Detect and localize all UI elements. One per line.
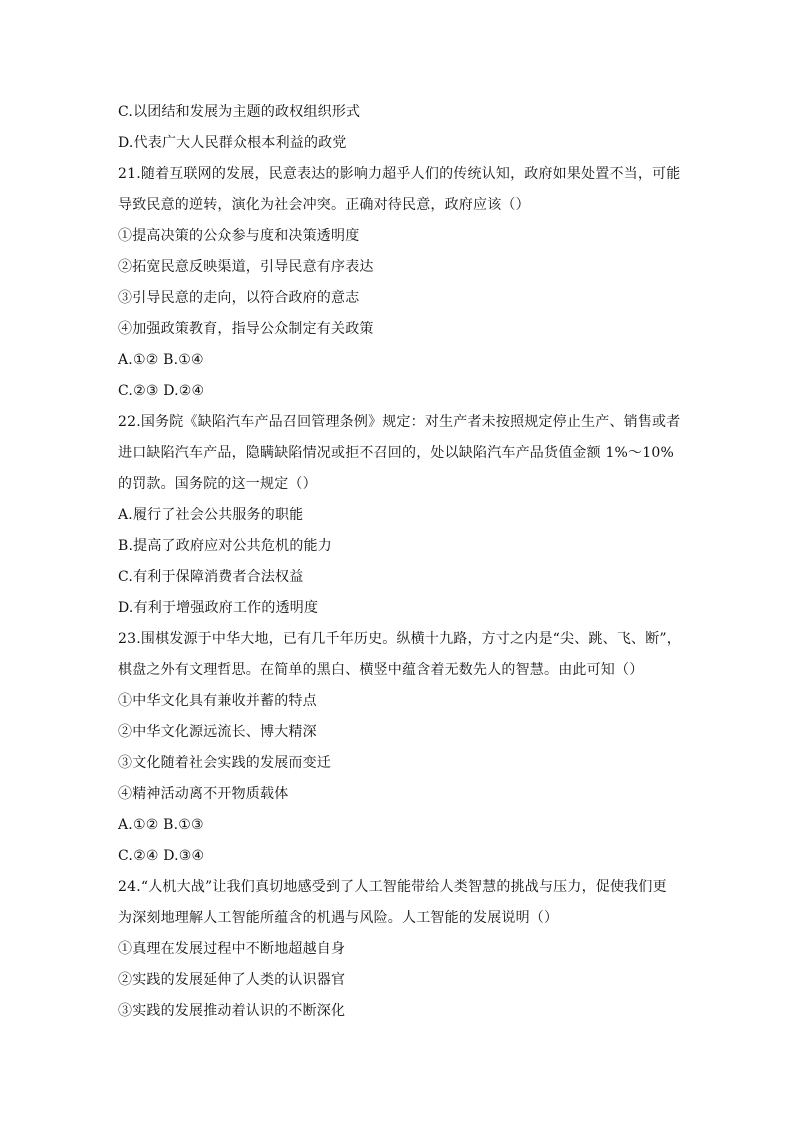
question-22-option-a: A.履行了社会公共服务的职能	[118, 507, 304, 523]
question-24-statement-2: ②实践的发展延伸了人类的认识器官	[118, 972, 346, 988]
question-24-stem-line-1: 24.“人机大战”让我们真切地感受到了人工智能带给人类智慧的挑战与压力，促使我们更	[118, 879, 667, 895]
option-c-text: C.以团结和发展为主题的政权组织形式	[118, 104, 361, 120]
question-23-options-cd: C.②④ D.③④	[118, 848, 205, 864]
question-23-options-ab: A.①② B.①③	[118, 817, 204, 833]
question-21-options-ab: A.①② B.①④	[118, 352, 204, 368]
question-24-statement-3: ③实践的发展推动着认识的不断深化	[118, 1003, 346, 1019]
question-21-statement-4: ④加强政策教育，指导公众制定有关政策	[118, 321, 374, 337]
question-23-stem-line-1: 23.围棋发源于中华大地，已有几千年历史。纵横十九路，方寸之内是“尖、跳、飞、断”，	[118, 631, 681, 647]
question-21-stem-line-1: 21.随着互联网的发展，民意表达的影响力超乎人们的传统认知，政府如果处置不当，可能	[118, 166, 681, 182]
question-24-stem-line-2: 为深刻地理解人工智能所蕴含的机遇与风险。人工智能的发展说明（）	[118, 910, 559, 926]
question-24-statement-1: ①真理在发展过程中不断地超越自身	[118, 941, 346, 957]
question-23-statement-2: ②中华文化源远流长、博大精深	[118, 724, 317, 740]
question-23-stem-line-2: 棋盘之外有文理哲思。在简单的黑白、横竖中蕴含着无数先人的智慧。由此可知（）	[118, 662, 644, 678]
question-22-stem-line-1: 22.国务院《缺陷汽车产品召回管理条例》规定：对生产者未按照规定停止生产、销售或者	[118, 414, 681, 430]
question-21-statement-2: ②拓宽民意反映渠道，引导民意有序表达	[118, 259, 374, 275]
question-21-stem-line-2: 导致民意的逆转，演化为社会冲突。正确对待民意，政府应该（）	[118, 197, 530, 213]
question-22-stem-line-3: 的罚款。国务院的这一规定（）	[118, 476, 317, 492]
question-23-statement-4: ④精神活动离不开物质载体	[118, 786, 289, 802]
question-22-option-b: B.提高了政府应对公共危机的能力	[118, 538, 332, 554]
question-23-statement-1: ①中华文化具有兼收并蓄的特点	[118, 693, 317, 709]
question-22-option-d: D.有利于增强政府工作的透明度	[118, 600, 319, 616]
question-21-options-cd: C.②③ D.②④	[118, 383, 205, 399]
question-22-stem-line-2: 进口缺陷汽车产品，隐瞒缺陷情况或拒不召回的，处以缺陷汽车产品货值金额 1%～10%	[118, 445, 674, 461]
question-23-statement-3: ③文化随着社会实践的发展而变迁	[118, 755, 331, 771]
question-21-statement-1: ①提高决策的公众参与度和决策透明度	[118, 228, 360, 244]
question-22-option-c: C.有利于保障消费者合法权益	[118, 569, 304, 585]
question-21-statement-3: ③引导民意的走向，以符合政府的意志	[118, 290, 360, 306]
option-d-text: D.代表广大人民群众根本利益的政党	[118, 135, 347, 151]
